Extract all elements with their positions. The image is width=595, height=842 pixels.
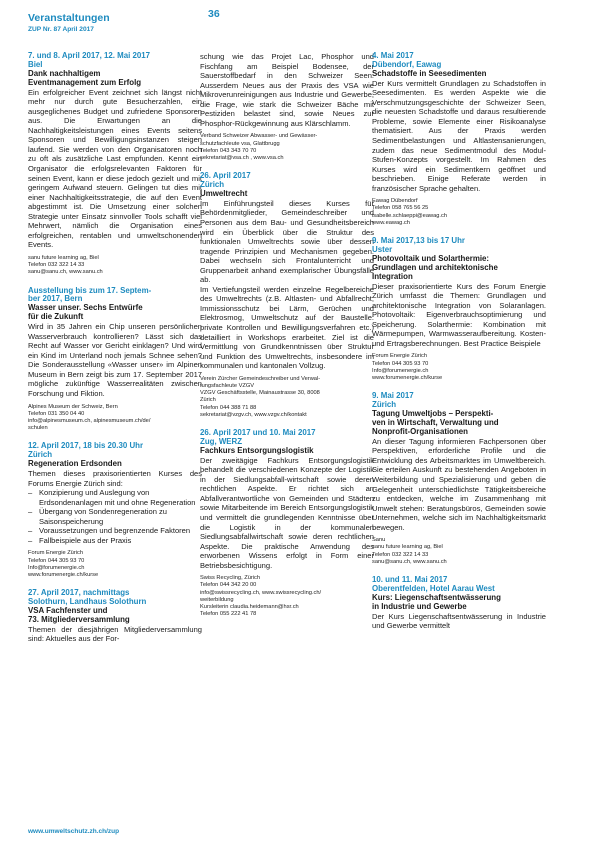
event-paragraph: Der zweitägige Fachkurs Entsorgungslogistik behandelt die verschiedenen Konzepte der Logistik in der Siedlungsabfall-wirtschaft sowie deren rechtlichen Aspekte. Er richtet sich an Abfallverantwortliche von Gemeinden und Städten sowie Mitarbeitende im Bereich Entsorgungslogistik und vermittelt die grundlegenden Kenntnisse über die Logistik in der kommunalen Siedlungsabfallwirtschaft sowie deren rechtlichen Aspekte. Die praktische Anwendung des erworbenen Wissens erfolgt in Form einer Betriebsbesichtigung. <box>200 455 374 570</box>
contact-line: Telefon 058 765 56 25 <box>372 205 429 212</box>
contact-line: VZGV Geschäftsstelle, Mainaustrasse 30, 8008 <box>200 390 320 397</box>
event-date-line: 12. April 2017, 18 bis 20.30 Uhr <box>28 441 144 451</box>
event-title-line: Umweltrecht <box>200 189 248 198</box>
contact-line: Verein Zürcher Gemeindeschreiber und Verwal- <box>200 375 321 382</box>
event-contact <box>372 537 546 566</box>
contact-line[interactable]: Kursleiterin claudia.heidemann@hsr.ch <box>200 604 299 611</box>
event-contact <box>200 133 374 162</box>
event-entry <box>372 52 546 227</box>
event-paragraph: Im Einführungsteil dieses Kurses für Behördenmitglieder, Gemeindeschreiber und Personen aus dem Bau- und Gesundheitsbereich wird ein Überblick über die Struktur des funktionalen Umweltrechts sowie über dessen tragende Prinzipien und Mechanismen gegeben. Dabei wechseln sich Frontalunterricht und Gruppenarbeit anhand exemplarischer Übungsfälle ab. <box>200 198 374 285</box>
event-date-line: Dübendorf, Eawag <box>372 59 442 69</box>
page-header <box>28 8 568 33</box>
event-title <box>200 190 374 199</box>
event-entry <box>200 429 374 619</box>
page-number: 36 <box>208 8 220 20</box>
contact-line[interactable]: info@alpinesmuseum.ch, alpinesmuseum.ch/de/ <box>28 417 151 424</box>
event-contact <box>372 353 546 382</box>
event-title-line: Nonprofit-Organisationen <box>372 426 468 436</box>
event-topic-list <box>28 488 202 545</box>
contact-line[interactable]: www.forumenergie.ch/kurse <box>372 375 443 382</box>
contact-line[interactable]: sekretariat@vsa.ch , www.vsa.ch <box>200 154 284 161</box>
event-title-line: Tagung Umweltjobs – Perspekti- <box>372 409 494 419</box>
event-title <box>372 410 546 437</box>
event-title-line: Wasser unser. Sechs Entwürfe <box>28 303 143 313</box>
event-paragraph: An dieser Tagung informieren Fachpersonen über Perspektiven, erforderliche Profile und die Entwicklung des Arbeitsmarktes im Umweltbereich. Sie erteilen Auskunft zu bestehenden Angeboten in Weiterbildung und Spezialisierung und geben die Gelegenheit unterschiedlichste Tätigkeitsbereiche zu entdecken, welche im Zusammenhang mit Umwelt stehen: Beratungsbüros, Gemeinden sowie Unternehmen, welche sich im Nachhaltigkeitsmarkt bewegen. <box>372 436 546 532</box>
event-date-line: 10. und 11. Mai 2017 <box>372 575 448 585</box>
event-date <box>372 392 546 410</box>
contact-line: weiterbildung <box>200 596 234 603</box>
event-date <box>28 589 202 607</box>
event-date-line: 26. April 2017 und 10. Mai 2017 <box>200 427 316 437</box>
contact-line: Telefon 044 388 71 88 <box>200 404 257 411</box>
event-date-line: 26. April 2017 <box>200 171 251 181</box>
column-left <box>28 52 202 654</box>
event-title-line: Regeneration Erdsonden <box>28 459 122 469</box>
event-date <box>28 442 202 460</box>
event-date-line: Zug, WERZ <box>200 436 243 446</box>
event-date-line: Uster <box>372 245 393 254</box>
contact-line: Telefon 032 322 14 33 <box>28 262 85 269</box>
contact-line: schutzfachleute vsa, Glattbrugg <box>200 140 280 147</box>
event-title <box>28 304 202 322</box>
event-description <box>28 469 202 545</box>
event-date-line: 7. und 8. April 2017, 12. Mai 2017 <box>28 51 151 60</box>
section-title: Veranstaltungen <box>28 12 110 24</box>
event-description <box>200 199 374 371</box>
contact-line: Forum Energie Zürich <box>372 353 427 360</box>
event-paragraph: Themen dieses praxisorientierten Kurses des Forums Energie Zürich sind: <box>28 469 202 488</box>
contact-line[interactable]: www.eawag.ch <box>372 219 410 226</box>
event-date-line: Zürich <box>200 180 225 190</box>
event-entry <box>28 589 202 644</box>
contact-line: Telefon 043 343 70 70 <box>200 147 257 154</box>
column-right <box>372 52 546 641</box>
event-title-line: für die Zukunft <box>28 312 84 322</box>
contact-line: Alpines Museum der Schweiz, Bern <box>28 403 118 410</box>
event-title <box>372 255 546 282</box>
contact-line: Telefon 044 305 93 70 <box>372 360 429 367</box>
contact-line: tungsfachleute VZGV <box>200 382 255 389</box>
contact-line[interactable]: sanu@sanu.ch, www.sanu.ch <box>28 269 103 276</box>
event-date <box>372 237 546 255</box>
event-date <box>28 52 202 70</box>
contact-line[interactable]: Info@forumenergie.ch <box>372 367 429 374</box>
event-date-line: Zürich <box>372 400 397 410</box>
event-contact <box>28 550 202 579</box>
contact-line: sanu future learning ag, Biel <box>28 254 99 261</box>
event-contact <box>28 404 202 433</box>
contact-line: Eawag Dübendorf <box>372 198 418 205</box>
event-description <box>372 79 546 194</box>
event-date-line: Zürich <box>28 450 53 460</box>
event-date-line: Ausstellung bis zum 17. Septem- <box>28 285 152 295</box>
event-entry <box>200 172 374 419</box>
contact-line[interactable]: www.forumenergie.ch/kurse <box>28 572 99 579</box>
event-date-line: Oberentfelden, Hotel Aarau West <box>372 583 495 593</box>
event-entry <box>372 392 546 566</box>
event-title <box>28 607 202 625</box>
event-description <box>28 88 202 250</box>
contact-line[interactable]: sekretariat@vzgv.ch, www.vzgv.ch/kontakt <box>200 411 307 418</box>
contact-line: Telefon 044 342 20 00 <box>200 582 257 589</box>
event-contact <box>372 198 546 227</box>
event-title-line: Dank nachhaltigem <box>28 68 101 78</box>
contact-line: Forum Energie Zürich <box>28 550 83 557</box>
event-description <box>200 52 374 128</box>
event-description <box>372 282 546 349</box>
event-paragraph: Der Kurs Liegenschaftsentwässerung in Industrie und Gewerbe vermittelt <box>372 611 546 631</box>
contact-line: Sanu <box>372 537 386 544</box>
event-paragraph: Themen der diesjährigen Mitgliederversammlung sind: Aktuelles aus der For- <box>28 624 202 644</box>
event-topic-item: – Fallbeispiele aus der Praxis <box>28 536 202 546</box>
event-contact <box>200 575 374 618</box>
event-entry <box>372 237 546 382</box>
event-paragraph: Dieser praxisorientierte Kurs des Forum Energie Zürich umfasst die Themen: Grundlagen und architektonische Integration von Solaranlagen. Photovoltaik: Eigenverbrauchsoptimierung und Speicherung. Solarthermie: Kombination mit Wärmepumpen, Warmwasseraufbereitung. Kosten- und Ertragsberechnungen. Best Practice Beispiele <box>372 281 546 348</box>
event-entry <box>28 442 202 579</box>
event-contact <box>28 255 202 277</box>
event-description <box>200 456 374 571</box>
event-title-line: Schadstoffe in Seesedimenten <box>372 68 487 78</box>
event-description <box>372 437 546 532</box>
event-title-line: Kurs: Liegenschaftsentwässerung <box>372 592 501 602</box>
event-date-line: Solothurn, Landhaus Solothurn <box>28 597 147 607</box>
event-paragraph: Wird in 35 Jahren ein Chip unseren persönlichen Wasserverbrauch kontrollieren? Lässt sich das Recht auf Wasser vor Gericht einklagen? Und wird ein Kind im Unterland noch jemals Schnee sehen? Die Sonderausstellung «Wasser unser» im Alpinen Museum in Bern zeigt bis zum 17. September 2017 mögliche zukünftige Wasserrealitäten zwischen Forschung und Fiktion. <box>28 322 202 398</box>
event-paragraph: schung wie das Projet Lac, Phosphor und Fischfang am Beispiel Bodensee, der Sauerstoffbedarf in den Schweizer Seen. Ausserdem Neues aus der Praxis des VSA wie Mikroverunreinigungen aus Industrie und Gewerbe, die Frage, wie stark die Schweizer Bäche mit Pestiziden belastet sind, sowie Neues zur Phosphor-Rückgewinnung aus Klärschlamm. <box>200 52 374 128</box>
column-middle <box>200 52 374 628</box>
event-paragraph: Der Kurs vermittelt Grundlagen zu Schadstoffen in Seesedimenten. Es werden Aspekte wie die Verschmutzungsgeschichte der Schweizer Seen, die neuesten Schadstoffe und daraus resultierende Probleme, sowie Elemente einer Risikoanalyse thematisiert. Aus der Praxis werden Sedimentbelastungen und Altlastensanierungen, zudem das neue Sedimentmodul des Modul-Stufen-Konzepts vorgestellt. Im Rahmen des Kurses wird ein Sedimentkern geöffnet und beschrieben. Einige Referate werden in französischer Sprache gehalten. <box>372 78 546 193</box>
event-description <box>28 322 202 398</box>
contact-line[interactable]: sanu@sanu.ch, www.sanu.ch <box>372 558 447 565</box>
event-title-line: Eventmanagement zum Erfolg <box>28 77 142 87</box>
event-description <box>28 625 202 644</box>
event-title-line: 73. Mitgliederversammlung <box>28 614 130 624</box>
event-title <box>372 70 546 79</box>
event-title-line: in Industrie und Gewerbe <box>372 601 467 611</box>
contact-line: Telefon 032 322 14 33 <box>372 551 429 558</box>
contact-line: schulen <box>28 425 48 432</box>
event-entry <box>372 576 546 631</box>
event-date-line: 9. Mai 2017 <box>372 391 414 401</box>
footer-url[interactable]: www.umweltschutz.zh.ch/zup <box>28 828 120 835</box>
event-entry <box>28 287 202 433</box>
event-title-line: Photovoltaik und Solarthermie: <box>372 253 490 263</box>
event-date-line: 4. Mai 2017 <box>372 51 414 60</box>
event-title-line: Grundlagen und architektonische <box>372 262 498 272</box>
contact-line[interactable]: Info@forumenergie.ch <box>28 564 85 571</box>
event-title-line: Integration <box>372 271 413 281</box>
event-title-line: ven in Wirtschaft, Verwaltung und <box>372 417 499 427</box>
event-entry <box>200 52 374 162</box>
event-topic-item: – Konzipierung und Auslegung von Erdsondenanlagen mit und ohne Regeneration <box>28 488 202 507</box>
event-paragraph: Im Vertiefungsteil werden einzelne Regelbereiche des Umweltrechts (z.B. Altlasten- und Abfallrecht, Immissionsschutz bei Lärm, Gerüchen und Elektrosmog, Umweltschutz auf der Baustelle: private Kontrollen und Bewilligungsverfahren etc.) detailliert in Workshops erarbeitet. Ziel ist die Vermittlung von Grundkenntnissen über Struktur und Funktion des Umweltrechts, insbesondere im kommunalen und kantonalen Vollzug. <box>200 284 374 371</box>
contact-line: Zürich <box>200 397 216 404</box>
event-date-line: ber 2017, Bern <box>28 294 83 304</box>
event-title <box>200 447 374 456</box>
event-title-line: VSA Fachfenster und <box>28 606 108 616</box>
contact-line: sanu future learning ag, Biel <box>372 544 443 551</box>
event-contact <box>200 376 374 419</box>
contact-line: Telefon 044 305 93 70 <box>28 557 85 564</box>
event-date <box>372 576 546 594</box>
event-description <box>372 612 546 631</box>
event-date <box>200 172 374 190</box>
event-date-line: 27. April 2017, nachmittags <box>28 588 130 598</box>
contact-line: Swiss Recycling, Zürich <box>200 575 261 582</box>
contact-line: Telefon 031 350 04 40 <box>28 410 85 417</box>
event-topic-item: – Übergang von Sondenregeneration zu Saisonspeicherung <box>28 507 202 526</box>
event-title <box>372 594 546 612</box>
contact-line[interactable]: isabelle.schlaeppi@eawag.ch <box>372 212 448 219</box>
event-title-line: Fachkurs Entsorgungslogistik <box>200 445 314 455</box>
event-date-line: 9. Mai 2017,13 bis 17 Uhr <box>372 236 465 246</box>
event-date <box>28 287 202 305</box>
event-topic-item: – Voraussetzungen und begrenzende Faktoren <box>28 526 202 536</box>
contact-line: Verband Schweizer Abwasser- und Gewässer- <box>200 133 318 140</box>
event-date <box>200 429 374 447</box>
event-date <box>372 52 546 70</box>
contact-line[interactable]: info@swissrecycling.ch, www.swissrecycling.ch/ <box>200 589 322 596</box>
event-entry <box>28 52 202 277</box>
event-date-line: Biel <box>28 59 43 69</box>
issue-label: ZUP Nr. 87 April 2017 <box>28 26 94 33</box>
event-title <box>28 460 202 469</box>
event-title <box>28 70 202 88</box>
contact-line: Telefon 055 222 41 78 <box>200 611 257 618</box>
event-paragraph: Ein erfolgreicher Event zeichnet sich längst nicht mehr nur durch gute Besucherzahlen, ein ausgeglichenes Budget und zufriedene Sponsoren aus. Die Erwartungen an die Nachhaltigkeitsleistungen eines Events seitens Sponsoren und Bewilligungsinstanzen steigen laufend. Sie werden von den Organisatoren noch zu oft als zusätzliche Last empfunden. Kennt ein Organisator die erfolgsrelevanten Faktoren für seinen Event, kann er diese jedoch gezielt und mit geringem Aufwand steuern. Gelingen tut dies mit einer Nachhaltigkeitsstrategie, die auf den Event abgestimmt ist. Die Umsetzung einer solchen Strategie unter Einsatz sinnvoller Tools schafft viel Mehrwert, nämlich die Organisation eines erfolgreichen, rentablen und umweltschonenden Events. <box>28 87 202 250</box>
